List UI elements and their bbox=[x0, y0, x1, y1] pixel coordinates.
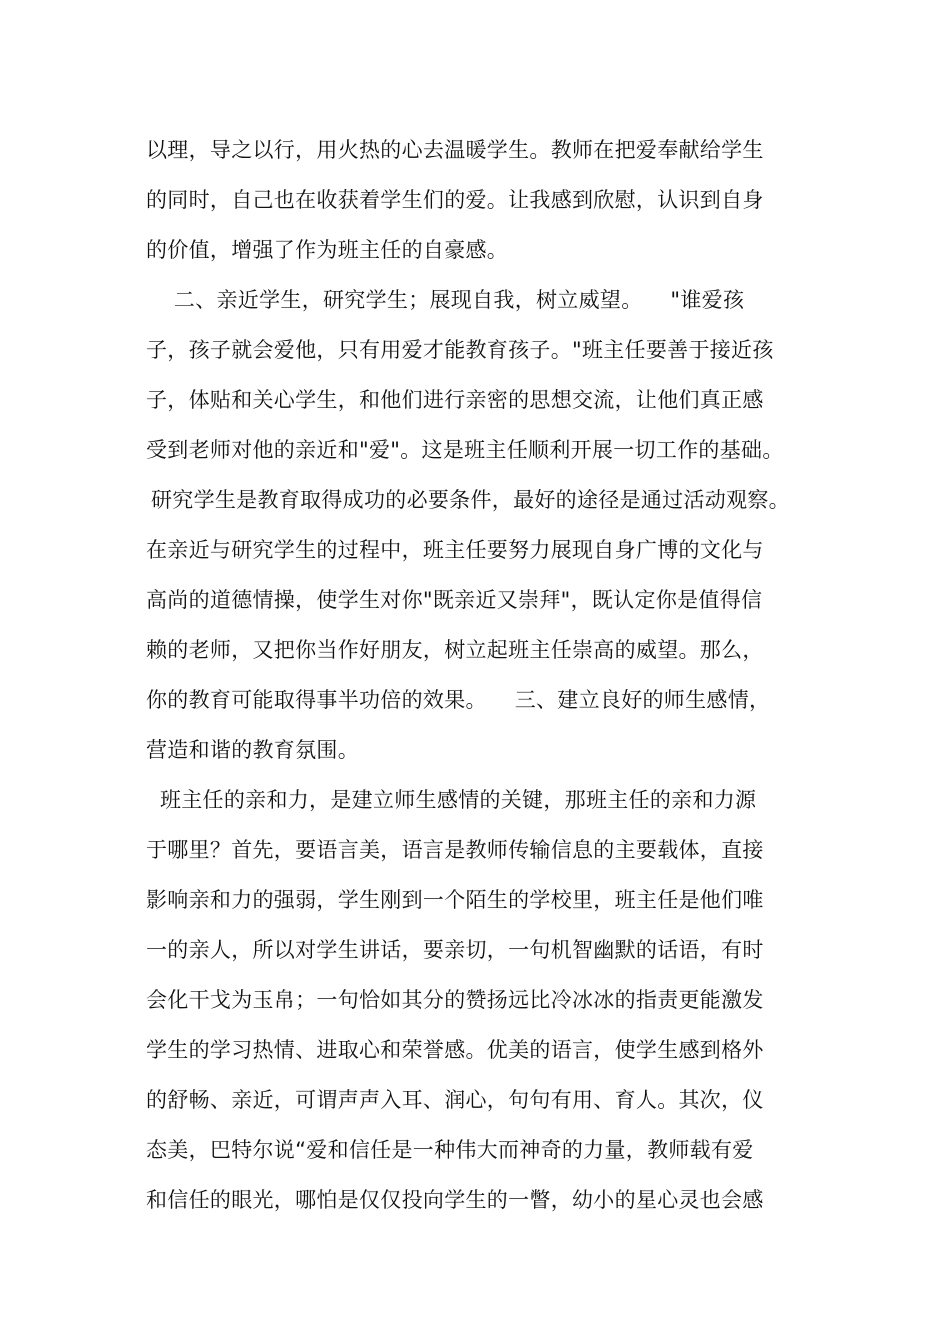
text-line: 高尚的道德情操，使学生对你"既亲近又崇拜"，既认定你是值得信 bbox=[146, 588, 763, 612]
text-line: 研究学生是教育取得成功的必要条件，最好的途径是通过活动观察。 bbox=[144, 488, 790, 512]
text-line: 于哪里？首先，要语言美，语言是教师传输信息的主要载体，直接 bbox=[146, 838, 764, 862]
text-line: 受到老师对他的亲近和"爱"。这是班主任顺利开展一切工作的基础。 bbox=[146, 438, 784, 462]
text-line: 的同时，自己也在收获着学生们的爱。让我感到欣慰，认识到自身 bbox=[146, 188, 764, 212]
text-line: 赖的老师，又把你当作好朋友，树立起班主任崇高的威望。那么， bbox=[146, 638, 764, 662]
text-line: 的舒畅、亲近，可谓声声入耳、润心，句句有用、育人。其次，仪 bbox=[146, 1088, 764, 1112]
text-line: 子，体贴和关心学生，和他们进行亲密的思想交流，让他们真正感 bbox=[146, 388, 764, 412]
text-line: 以理，导之以行，用火热的心去温暖学生。教师在把爱奉献给学生 bbox=[146, 138, 764, 162]
text-line: 影响亲和力的强弱，学生刚到一个陌生的学校里，班主任是他们唯 bbox=[146, 888, 764, 912]
text-line: 子，孩子就会爱他，只有用爱才能教育孩子。"班主任要善于接近孩 bbox=[146, 338, 774, 362]
text-line: 和信任的眼光，哪怕是仅仅投向学生的一瞥，幼小的星心灵也会感 bbox=[146, 1188, 764, 1212]
section-heading-line: 你的教育可能取得事半功倍的效果。 三、建立良好的师生感情， bbox=[146, 688, 771, 712]
text-line: 的价值，增强了作为班主任的自豪感。 bbox=[146, 238, 509, 262]
text-line: 班主任的亲和力，是建立师生感情的关键，那班主任的亲和力源 bbox=[146, 788, 757, 812]
section-heading-line: 二、亲近学生，研究学生；展现自我，树立威望。 "谁爱孩 bbox=[146, 288, 745, 312]
text-line: 会化干戈为玉帛；一句恰如其分的赞扬远比冷冰冰的指责更能激发 bbox=[146, 988, 764, 1012]
text-line: 在亲近与研究学生的过程中，班主任要努力展现自身广博的文化与 bbox=[146, 538, 764, 562]
text-line: 营造和谐的教育氛围。 bbox=[146, 738, 359, 762]
text-line: 学生的学习热情、进取心和荣誉感。优美的语言，使学生感到格外 bbox=[146, 1038, 764, 1062]
text-line: 态美，巴特尔说“爱和信任是一种伟大而神奇的力量，教师载有爱 bbox=[146, 1138, 754, 1162]
text-line: 一的亲人，所以对学生讲话，要亲切，一句机智幽默的话语，有时 bbox=[146, 938, 764, 962]
